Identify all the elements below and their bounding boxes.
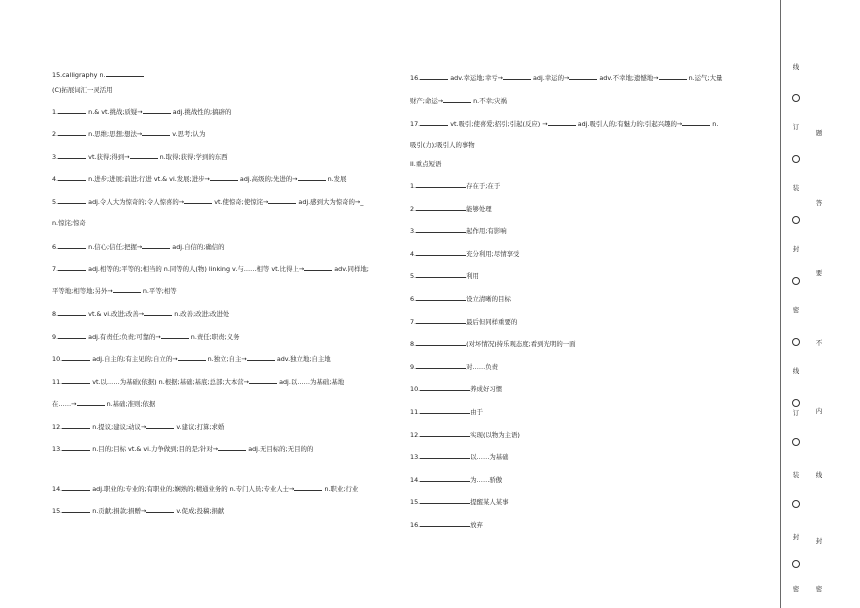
answer-blank	[210, 174, 238, 181]
item-text: vt.吸引;使喜爱;招引;引起(反应) →	[450, 120, 548, 128]
answer-blank	[416, 339, 466, 346]
binding-hole-icon	[792, 438, 800, 446]
item-text: n.& vt.挑战;质疑→	[88, 108, 143, 116]
phrase-item	[410, 430, 520, 439]
item-text: 实现(以物为主语)	[470, 430, 520, 439]
item-text: adj.职业的;专业的;有职业的;娴熟的;精通业务的 n.专门人员;专业人士→	[92, 485, 295, 493]
left-line-9	[52, 264, 369, 273]
item-text: adj.高级的;先进的→	[239, 175, 298, 183]
right-line-0	[410, 73, 722, 82]
binding-hole-icon	[792, 500, 800, 508]
binding-char: 订	[792, 409, 800, 417]
phrase-item	[410, 362, 498, 371]
item-text: adv.同样地;	[334, 265, 369, 273]
item-text: 在……→	[52, 400, 77, 408]
item-text: n.	[712, 120, 719, 128]
left-line-14	[52, 377, 344, 386]
answer-blank	[58, 264, 86, 271]
item-number: 1.	[410, 182, 417, 190]
item-text: adj.以……为基础;基地	[279, 378, 345, 386]
answer-blank	[416, 271, 466, 278]
left-line-5	[52, 174, 346, 183]
binding-char: 密	[792, 585, 800, 593]
answer-blank	[503, 73, 531, 80]
item-text: 利用	[466, 272, 479, 281]
item-text: 吸引(力);吸引人的事物	[410, 141, 475, 149]
item-text: adj.幸运的→	[533, 74, 570, 82]
answer-blank	[62, 444, 90, 451]
item-text: adj.自主的;有主见的;自立的→	[92, 355, 178, 363]
item-number: 9.	[52, 333, 59, 341]
left-line-1	[52, 86, 113, 94]
item-number: 9.	[410, 362, 417, 371]
answer-blank	[548, 119, 576, 126]
item-number: 12.	[52, 423, 63, 431]
binding-hole-icon	[792, 338, 800, 346]
left-line-17	[52, 444, 313, 453]
answer-blank	[142, 129, 170, 136]
item-text: 提醒某人某事	[470, 498, 509, 507]
item-text: 为……骄傲	[470, 475, 503, 484]
item-number: 6.	[52, 243, 59, 251]
answer-blank	[298, 174, 326, 181]
binding-char: 线	[792, 367, 800, 375]
left-line-15	[52, 399, 155, 408]
answer-blank	[62, 422, 90, 429]
left-line-2	[52, 107, 231, 116]
binding-char: 密	[792, 306, 800, 314]
answer-blank	[58, 174, 86, 181]
item-text: adv.不幸地;遗憾地→	[599, 74, 659, 82]
answer-blank	[247, 354, 275, 361]
item-text: vt.以……为基础(依据) n.根据;基础;基底;总部;大本营→	[92, 378, 250, 386]
item-text: (对坏情况)持乐观态度;看到光明的一面	[466, 340, 576, 349]
phrase-item	[410, 226, 507, 235]
item-text: v.促成;投稿;捐献	[176, 507, 225, 515]
answer-blank	[420, 73, 448, 80]
item-number: 5.	[52, 198, 59, 206]
item-number: 5.	[410, 272, 417, 281]
binding-hole-icon	[792, 94, 800, 102]
item-text: 最后但同样重要的	[466, 317, 518, 326]
item-text: n.改善;改进;改进处	[174, 310, 230, 318]
item-number: 1.	[52, 108, 59, 116]
item-number: 17.	[410, 120, 421, 128]
answer-blank	[416, 362, 466, 369]
notice-char: 要	[815, 269, 823, 277]
item-text: n.提议;建议;动议→	[92, 423, 147, 431]
item-number: 4.	[52, 175, 59, 183]
item-text: n.信心;信任;把握→	[88, 243, 143, 251]
item-text: n.平等;相等	[142, 287, 177, 295]
phrase-item	[410, 249, 519, 258]
phrase-item	[410, 475, 502, 484]
left-line-0	[52, 70, 144, 79]
phrase-item	[410, 407, 483, 416]
answer-blank	[58, 332, 86, 339]
answer-blank	[294, 484, 322, 491]
item-number: 12.	[410, 430, 421, 439]
phrase-item	[410, 384, 502, 393]
item-text: 养成好习惯	[470, 385, 503, 394]
item-text: 设立清晰的目标	[466, 295, 511, 303]
item-number: 13.	[52, 445, 63, 453]
answer-blank	[106, 70, 144, 77]
item-text: adj.自信的;确信的	[172, 243, 225, 251]
item-number: 7.	[52, 265, 59, 273]
answer-blank	[268, 197, 296, 204]
item-text: 放弃	[470, 521, 483, 529]
item-number: 6.	[410, 295, 417, 303]
notice-char: 内	[815, 407, 823, 415]
item-text: vt.使惊奇;使惊诧→	[214, 198, 269, 206]
answer-blank	[58, 242, 86, 249]
binding-char: 装	[792, 471, 800, 479]
answer-blank	[161, 332, 189, 339]
item-number: 13.	[410, 453, 421, 462]
item-text: n.基础;准则;依据	[106, 400, 156, 408]
left-line-8	[52, 242, 225, 251]
item-number: 7.	[410, 317, 417, 326]
item-number: 10.	[52, 355, 63, 363]
phrase-item	[410, 520, 483, 529]
answer-blank	[420, 497, 470, 504]
answer-blank	[659, 73, 687, 80]
item-text: 能够处理	[466, 204, 492, 213]
answer-blank	[420, 520, 470, 527]
answer-blank	[304, 264, 332, 271]
item-number: 3.	[52, 153, 59, 161]
answer-blank	[416, 226, 466, 233]
answer-blank	[416, 294, 466, 301]
left-line-18	[52, 484, 358, 493]
notice-char: 封	[815, 537, 823, 545]
answer-blank	[420, 452, 470, 459]
binding-hole-icon	[792, 399, 800, 407]
answer-blank	[113, 286, 141, 293]
left-line-4	[52, 152, 228, 161]
answer-blank	[58, 129, 86, 136]
item-number: 4.	[410, 249, 417, 258]
item-number: 2.	[52, 130, 59, 138]
answer-blank	[58, 197, 86, 204]
phrase-item	[410, 339, 576, 348]
left-line-13	[52, 354, 331, 363]
item-text: adj.相等的;平等的;相当的 n.同等的人(物) linking v.与……相等 vt.比得上→	[88, 265, 305, 273]
answer-blank	[420, 430, 470, 437]
answer-blank	[62, 506, 90, 513]
item-text: n.贡献;捐款;捐赠→	[92, 507, 147, 515]
answer-blank	[569, 73, 597, 80]
binding-char: 装	[792, 184, 800, 192]
binding-char: 封	[792, 245, 800, 253]
item-text: v.建议;打算;求婚	[176, 423, 225, 431]
notice-char: 线	[815, 471, 823, 479]
item-number: 15.calligraphy n.	[52, 71, 106, 79]
right-line-3	[410, 141, 475, 149]
binding-char: 订	[792, 123, 800, 131]
answer-blank	[146, 422, 174, 429]
left-line-10	[52, 286, 177, 295]
left-line-16	[52, 422, 224, 431]
item-text: 起作用;有影响	[466, 227, 507, 236]
item-number: 14.	[52, 485, 63, 493]
answer-blank	[58, 107, 86, 114]
binding-hole-icon	[792, 560, 800, 568]
item-text: 对……负责	[466, 362, 499, 371]
left-line-11	[52, 309, 229, 318]
answer-blank	[77, 399, 105, 406]
item-text: 财产;命运→	[410, 97, 444, 105]
answer-blank	[143, 107, 171, 114]
answer-blank	[58, 309, 86, 316]
item-number: 16.	[410, 74, 421, 82]
answer-blank	[416, 204, 466, 211]
answer-blank	[420, 475, 470, 482]
binding-hole-icon	[792, 155, 800, 163]
answer-blank	[62, 377, 90, 384]
item-text: n.取得;获得;学到的东西	[159, 153, 228, 161]
item-text: vt.& vi.改进;改善→	[88, 310, 145, 318]
answer-blank	[62, 354, 90, 361]
answer-blank	[144, 309, 172, 316]
item-text: n.运气;大量	[688, 74, 723, 82]
item-text: adj.无目标的;无目的的	[248, 445, 314, 453]
answer-blank	[184, 197, 212, 204]
answer-blank	[130, 152, 158, 159]
answer-blank	[142, 242, 170, 249]
phrase-item	[410, 452, 509, 461]
item-text: n.惊诧;惊奇	[52, 219, 86, 227]
item-text: n.发展	[327, 175, 347, 183]
item-number: 2.	[410, 204, 417, 213]
answer-blank	[416, 317, 466, 324]
item-text: 由于	[470, 408, 483, 416]
phrase-item	[410, 204, 492, 213]
answer-blank	[249, 377, 277, 384]
item-text: n.不幸;灾祸	[473, 97, 507, 105]
item-text: n.思维;思想;想法→	[88, 130, 143, 138]
left-line-3	[52, 129, 205, 138]
item-text: adj.挑战性的;搞辟的	[172, 108, 232, 116]
item-text: v.思考;认为	[172, 130, 206, 138]
item-text: adv.幸运地;幸亏→	[450, 74, 503, 82]
item-text: adv.独立地;自主地	[276, 355, 331, 363]
phrase-item	[410, 271, 479, 280]
left-line-7	[52, 219, 86, 227]
item-text: n.目的;目标 vt.& vi.力争做到;目的是;针对→	[92, 445, 219, 453]
item-number: 8.	[410, 340, 417, 349]
answer-blank	[682, 119, 710, 126]
answer-blank	[58, 152, 86, 159]
binding-hole-icon	[792, 216, 800, 224]
section-heading: (C)拓展词汇一灵活用	[52, 86, 113, 94]
item-number: 8.	[52, 310, 59, 318]
phrase-item	[410, 181, 500, 190]
item-number: 16.	[410, 521, 421, 529]
item-number: 15.	[52, 507, 63, 515]
phrase-item	[410, 294, 511, 303]
item-text: n.独立;自主→	[207, 355, 247, 363]
answer-blank	[178, 354, 206, 361]
left-line-19	[52, 506, 224, 515]
item-number: 15.	[410, 498, 421, 507]
notice-char: 题	[815, 129, 823, 137]
answer-blank	[416, 181, 466, 188]
answer-blank	[146, 506, 174, 513]
binding-line	[780, 0, 781, 608]
item-number: 3.	[410, 227, 417, 236]
item-text: adj.有责任;负责;可靠的→	[88, 333, 161, 341]
right-line-1	[410, 96, 507, 105]
notice-char: 答	[815, 199, 823, 207]
item-text: adj.吸引人的;有魅力的;引起兴趣的→	[577, 120, 683, 128]
item-text: 平等地;相等地;另外→	[52, 287, 113, 295]
answer-blank	[443, 96, 471, 103]
item-text: adj.感到大为惊奇的→_	[298, 198, 364, 206]
item-number: 11.	[410, 408, 421, 416]
answer-blank	[218, 444, 246, 451]
answer-blank	[416, 249, 466, 256]
notice-char: 不	[815, 339, 823, 347]
binding-char: 线	[792, 63, 800, 71]
item-text: n.职业;行业	[324, 485, 359, 493]
answer-blank	[420, 407, 470, 414]
answer-blank	[62, 484, 90, 491]
item-number: 14.	[410, 475, 421, 484]
section-heading: II.重点短语	[410, 160, 442, 168]
item-number: 11.	[52, 378, 63, 386]
item-text: 以……为基础	[470, 453, 509, 462]
binding-hole-icon	[792, 277, 800, 285]
phrase-item	[410, 497, 509, 506]
notice-char: 密	[815, 585, 823, 593]
item-text: 充分利用;尽情享受	[466, 249, 520, 258]
left-line-6	[52, 197, 363, 206]
item-number: 10.	[410, 385, 421, 394]
item-text: 存在于;在于	[466, 182, 501, 190]
right-line-4	[410, 160, 441, 168]
item-text: vt.获得;得到→	[88, 153, 130, 161]
phrase-item	[410, 317, 517, 326]
item-text: adj.令人大为惊奇的;令人惊喜的→	[88, 198, 185, 206]
answer-blank	[420, 384, 470, 391]
right-line-2	[410, 119, 718, 128]
binding-char: 封	[792, 533, 800, 541]
item-text: n.责任;职责;义务	[190, 333, 240, 341]
item-text: n.进步;进展;前进;行进 vt.& vi.发展;进步→	[88, 175, 210, 183]
left-line-12	[52, 332, 240, 341]
answer-blank	[420, 119, 448, 126]
